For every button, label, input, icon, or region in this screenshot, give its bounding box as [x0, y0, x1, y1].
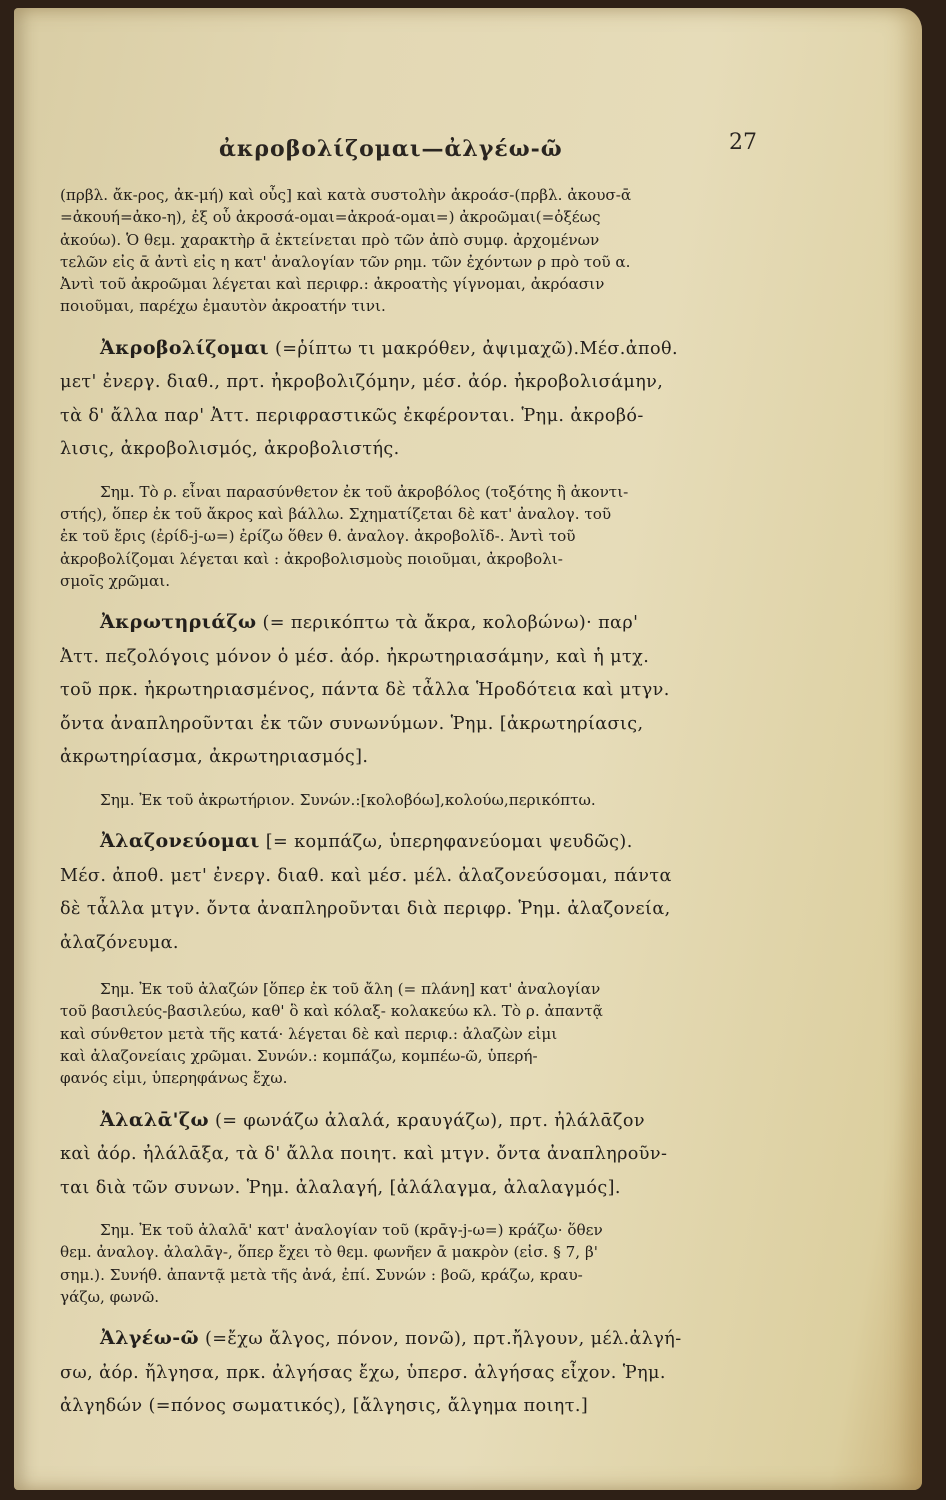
text-line: ἀλγηδών (=πόνος σωματικός), [ἄλγησις, ἄλγημα ποιητ.]: [60, 1396, 589, 1417]
note-akrovolizomai: [60, 481, 780, 592]
entry-definition: (=ἔχω ἄλγος, πόνον, πονῶ), πρτ.ἤλγουν, μέλ.ἀλγή-: [205, 1329, 682, 1350]
dictionary-text: [60, 184, 780, 1432]
text-line: =ἀκουή=ἀκο-η), ἐξ οὗ ἀκροσά-ομαι=ἀκροά-ομαι=) ἀκροῶμαι(=ὀξέως: [60, 208, 601, 227]
text-line: φανός εἰμι, ὑπερηφάνως ἔχω.: [60, 1069, 288, 1088]
entry-akrotiriazo: [60, 606, 780, 775]
text-line: καὶ ἀλαζονείαις χρῶμαι. Συνών.: κομπάζω, κομπέω-ῶ, ὑπερή-: [60, 1046, 538, 1065]
text-line: καὶ σύνθετον μετὰ τῆς κατά· λέγεται δὲ καὶ περιφ.: ἀλαζὼν εἰμι: [60, 1024, 558, 1043]
text-line: σω, ἀόρ. ἤλγησα, πρκ. ἀλγήσας ἔχω, ὑπερσ. ἀλγήσας εἶχον. Ῥημ.: [60, 1362, 666, 1383]
note-alalazo: [60, 1219, 780, 1308]
text-line: ὄντα ἀναπληροῦνται ἐκ τῶν συνωνύμων. Ῥημ. [ἀκρωτηρίασις,: [60, 713, 644, 734]
entry-first-line: [60, 332, 780, 367]
text-line: τοῦ πρκ. ἠκρωτηριασμένος, πάντα δὲ τἆλλα Ἡροδότεια καὶ μτγν.: [60, 680, 670, 701]
text-line: ἀλαζόνευμα.: [60, 932, 179, 953]
entry-algeo: [60, 1322, 780, 1424]
book-page: [14, 8, 922, 1490]
page-number: 27: [729, 130, 757, 155]
text-line: λισις, ἀκροβολισμός, ἀκροβολιστής.: [60, 439, 400, 460]
entry-first-line: [60, 1104, 780, 1139]
text-line: σημ.). Συνήθ. ἀπαντᾷ μετὰ τῆς ἀνά, ἐπί. Συνών : βοῶ, κράζω, κραυ-: [60, 1265, 583, 1284]
text-line: Ἀττ. πεζολόγοις μόνον ὁ μέσ. ἀόρ. ἠκρωτηριασάμην, καὶ ἡ μτχ.: [60, 646, 650, 667]
text-line: ἀκούω). Ὁ θεμ. χαρακτὴρ ᾱ ἐκτείνεται πρὸ τῶν ἀπὸ συμφ. ἀρχομένων: [60, 230, 600, 249]
entry-akrovolizomai: [60, 332, 780, 467]
text-line: Μέσ. ἀποθ. μετ' ἐνεργ. διαθ. καὶ μέσ. μέλ. ἀλαζονεύσομαι, πάντα: [60, 865, 672, 886]
text-line: τελῶν εἰς ᾱ ἀντὶ εἰς η κατ' ἀναλογίαν τῶν ρημ. τῶν ἐχόντων ρ πρὸ τοῦ α.: [60, 252, 631, 271]
note-akrotiriazo: [60, 789, 780, 811]
text-line: Σημ. Ἐκ τοῦ ἀλαζών [ὅπερ ἐκ τοῦ ἄλη (= πλάνη] κατ' ἀναλογίαν: [100, 980, 601, 999]
note-akroaomai: [60, 184, 780, 318]
entry-definition: [= κομπάζω, ὑπερηφανεύομαι ψευδῶς).: [265, 832, 633, 853]
text-line: γάζω, φωνῶ.: [60, 1287, 160, 1306]
page-header: [14, 126, 922, 166]
entry-alalazo: [60, 1104, 780, 1206]
lemma: Ἀλαλᾱ'ζω: [100, 1108, 209, 1131]
lemma: Ἀλγέω-ῶ: [100, 1327, 200, 1350]
text-line: Σημ. Τὸ ρ. εἶναι παρασύνθετον ἐκ τοῦ ἀκροβόλος (τοξότης ἢ ἀκοντι-: [100, 482, 629, 501]
text-line: τοῦ βασιλεύς-βασιλεύω, καθ' ὃ καὶ κόλαξ- κολακεύω κλ. Τὸ ρ. ἀπαντᾷ: [60, 1002, 603, 1021]
text-line: Ἀντὶ τοῦ ἀκροῶμαι λέγεται καὶ περιφρ.: ἀκροατὴς γίγνομαι, ἀκρόασιν: [60, 275, 605, 294]
text-line: τὰ δ' ἄλλα παρ' Ἀττ. περιφραστικῶς ἐκφέρονται. Ῥημ. ἀκροβό-: [60, 405, 644, 426]
text-line: ἐκ τοῦ ἔρις (ἐρίδ-j-ω=) ἐρίζω ὅθεν θ. ἀναλογ. ἀκροβολῐδ-. Ἀντὶ τοῦ: [60, 527, 576, 546]
entry-definition: (= περικόπτω τὰ ἄκρα, κολοβώνω)· παρ': [262, 613, 639, 634]
text-line: ποιοῦμαι, παρέχω ἐμαυτὸν ἀκροατήν τινι.: [60, 297, 386, 316]
text-line: ἀκροβολίζομαι λέγεται καὶ : ἀκροβολισμοὺς ποιοῦμαι, ἀκροβολι-: [60, 549, 563, 568]
text-line: ται διὰ τῶν συνων. Ῥημ. ἀλαλαγή, [ἀλάλαγμα, ἀλαλαγμός].: [60, 1177, 621, 1198]
entry-first-line: [60, 606, 780, 641]
text-line: δὲ τἆλλα μτγν. ὄντα ἀναπληροῦνται διὰ περιφρ. Ῥημ. ἀλαζονεία,: [60, 899, 671, 920]
entry-first-line: [60, 1322, 780, 1357]
entry-definition: (=ῥίπτω τι μακρόθεν, ἀψιμαχῶ).Μέσ.ἀποθ.: [274, 338, 679, 359]
text-line: Σημ. Ἐκ τοῦ ἀκρωτήριον. Συνών.:[κολοβόω],κολούω,περικόπτω.: [100, 790, 596, 809]
lemma: Ἀκροβολίζομαι: [100, 336, 269, 359]
text-line: μετ' ἐνεργ. διαθ., πρτ. ἠκροβολιζόμην, μέσ. ἀόρ. ἠκροβολισάμην,: [60, 372, 664, 393]
text-line: (πρβλ. ἄκ-ρος, ἀκ-μή) καὶ οὖς] καὶ κατὰ συστολὴν ἀκροάσ-(πρβλ. ἀκουσ-ᾱ: [60, 186, 632, 204]
text-line: ἀκρωτηρίασμα, ἀκρωτηριασμός].: [60, 747, 369, 768]
note-alazoneuomai: [60, 978, 780, 1089]
text-line: καὶ ἀόρ. ἠλάλᾱξα, τὰ δ' ἄλλα ποιητ. καὶ μτγν. ὄντα ἀναπληροῦν-: [60, 1144, 668, 1165]
text-line: θεμ. ἀναλογ. ἀλαλᾱγ-, ὅπερ ἔχει τὸ θεμ. φωνῆεν ᾱ μακρὸν (εἰσ. § 7, β': [60, 1243, 598, 1262]
entry-alazoneuomai: [60, 825, 780, 960]
lemma: Ἀκρωτηριάζω: [100, 611, 257, 634]
text-line: Σημ. Ἐκ τοῦ ἀλαλᾱ' κατ' ἀναλογίαν τοῦ (κρᾱγ-j-ω=) κράζω· ὅθεν: [100, 1221, 603, 1240]
text-line: σμοῖς χρῶμαι.: [60, 571, 171, 590]
entry-first-line: [60, 825, 780, 860]
running-head: ἀκροβολίζομαι—ἀλγέω-ῶ: [219, 136, 563, 162]
text-line: στής), ὅπερ ἐκ τοῦ ἄκρος καὶ βάλλω. Σχηματίζεται δὲ κατ' ἀναλογ. τοῦ: [60, 505, 612, 524]
entry-definition: (= φωνάζω ἀλαλά, κραυγάζω), πρτ. ἠλάλᾱζον: [215, 1110, 645, 1131]
lemma: Ἀλαζονεύομαι: [100, 830, 260, 853]
